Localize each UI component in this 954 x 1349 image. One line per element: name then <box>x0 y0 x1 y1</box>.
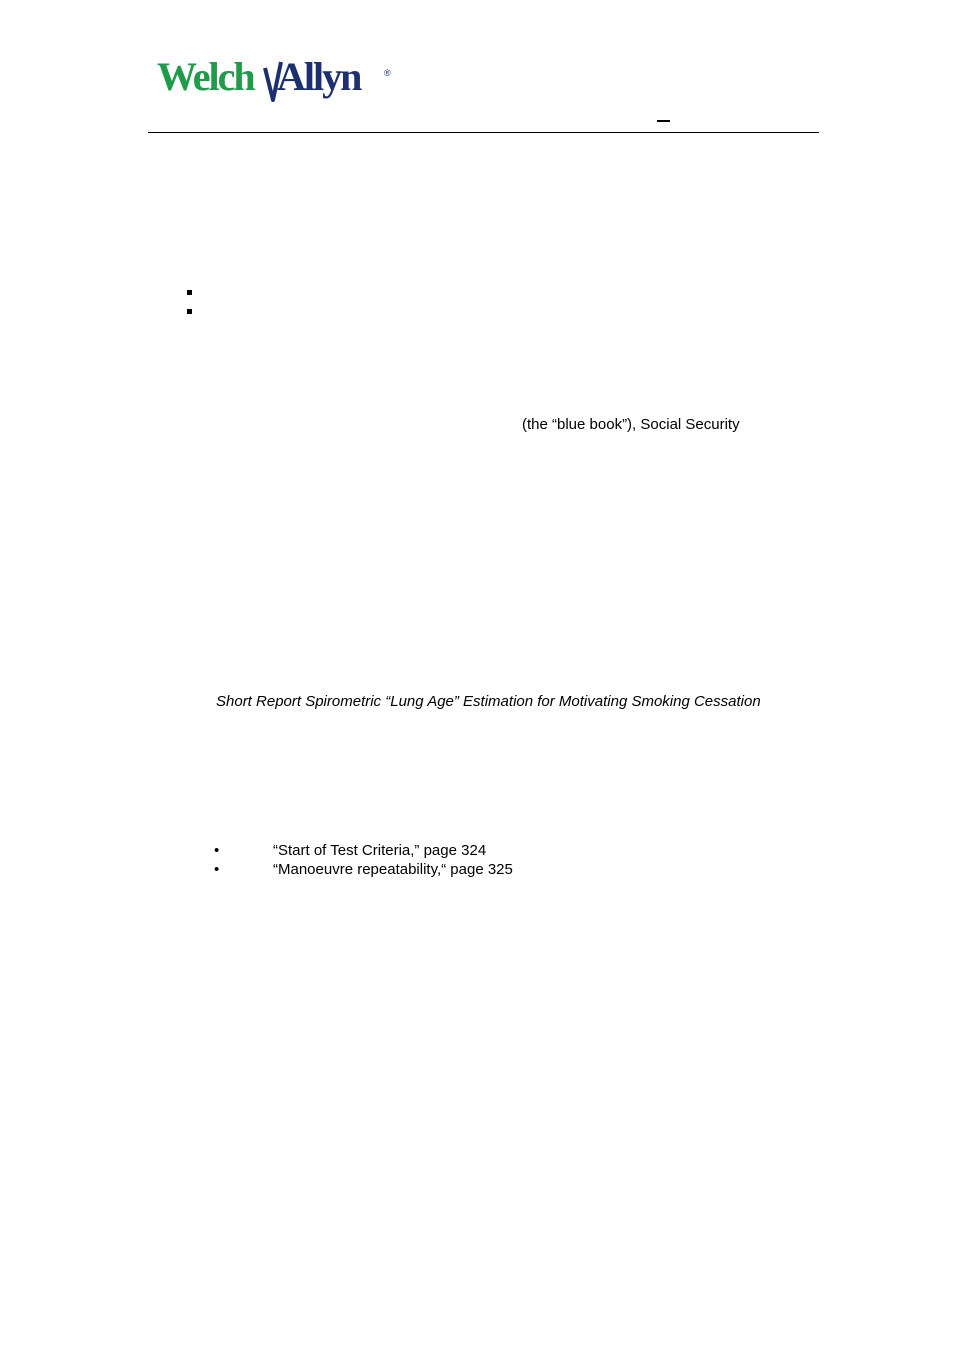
logo-word-allyn: Allyn <box>277 54 361 99</box>
reference-start-of-test-criteria[interactable]: “Start of Test Criteria,” page 324 <box>273 842 487 859</box>
square-bullet-2 <box>187 309 192 314</box>
registered-mark: ® <box>384 68 391 78</box>
report-title-citation: Short Report Spirometric “Lung Age” Estimation for Motivating Smoking Cessation <box>216 693 761 710</box>
header-rule <box>148 132 819 133</box>
list-bullet-1: • <box>214 842 220 859</box>
list-bullet-2: • <box>214 861 220 878</box>
square-bullet-1 <box>187 290 192 295</box>
header-dash <box>657 120 670 122</box>
welch-allyn-logo <box>157 54 397 108</box>
reference-manoeuvre-repeatability[interactable]: “Manoeuvre repeatability,“ page 325 <box>273 861 513 878</box>
blue-book-fragment: (the “blue book”), Social Security <box>522 416 740 433</box>
logo-word-welch: Welch <box>157 54 254 99</box>
